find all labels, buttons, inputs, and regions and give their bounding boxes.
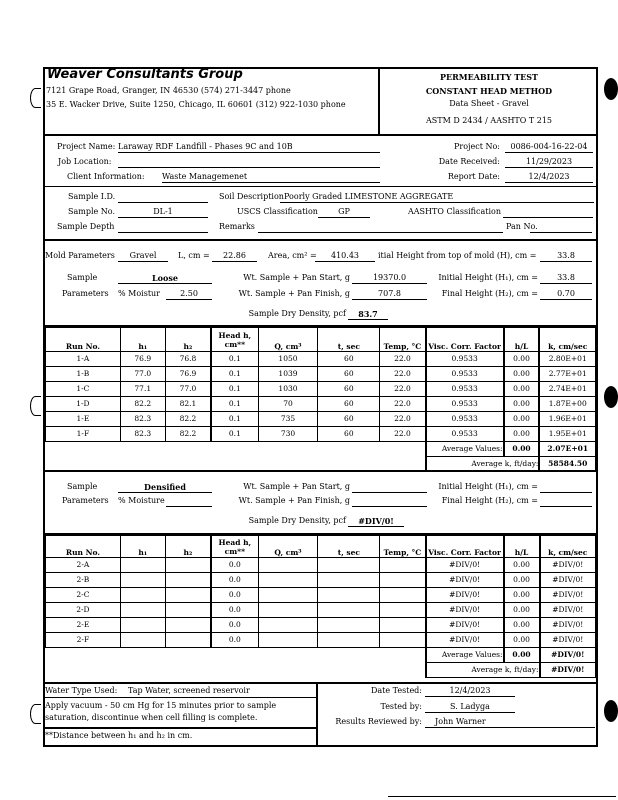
head-cell: 0.0 <box>211 588 258 603</box>
table-row <box>46 603 596 618</box>
table-row <box>46 427 596 442</box>
head-cell: 0.1 <box>211 352 258 367</box>
hl-cell: 0.00 <box>504 618 540 633</box>
wt-start-label: Wt. Sample + Pan Start, g <box>243 482 350 491</box>
run-no: 1-B <box>46 367 121 382</box>
average-k: 2.07E+01 <box>539 442 595 457</box>
t-cell[interactable] <box>318 573 380 588</box>
col-h2: h₂ <box>165 536 211 558</box>
col-q: Q, cm³ <box>258 328 318 352</box>
initial-height-field[interactable] <box>540 482 592 493</box>
h2-cell[interactable] <box>165 573 211 588</box>
hl-cell: 0.00 <box>504 427 540 442</box>
t-cell[interactable]: 60 <box>318 397 380 412</box>
method-title: CONSTANT HEAD METHOD <box>425 86 553 96</box>
date-tested-field[interactable]: 12/4/2023 <box>425 686 515 697</box>
sample-no-label: Sample No. <box>68 207 116 216</box>
dry-density-label: Sample Dry Density, pcf <box>248 516 346 525</box>
visc-cell: #DIV/0! <box>426 588 504 603</box>
h1-cell[interactable] <box>120 618 165 633</box>
k-cell: 2.80E+01 <box>539 352 595 367</box>
mold-label: Mold Parameters <box>45 251 115 260</box>
h2-cell[interactable] <box>165 588 211 603</box>
dry-density-field[interactable]: #DIV/0! <box>348 516 404 527</box>
run-no: 2-F <box>46 633 121 648</box>
h1-cell[interactable]: 82.3 <box>120 412 165 427</box>
mold-type-field[interactable]: Gravel <box>118 251 168 262</box>
q-cell[interactable]: 1050 <box>258 352 318 367</box>
run-no: 1-D <box>46 397 121 412</box>
average-values-row <box>46 442 596 457</box>
initial-height-mold-label: itial Height from top of mold (H), cm = <box>378 251 537 260</box>
col-temp: Temp, °C <box>380 328 426 352</box>
run-no: 2-D <box>46 603 121 618</box>
company-name: Weaver Consultants Group <box>47 67 243 82</box>
k-cell: #DIV/0! <box>540 603 596 618</box>
sample-label: Sample <box>67 273 98 282</box>
table-row <box>46 573 596 588</box>
run-no: 1-F <box>46 427 121 442</box>
q-cell[interactable]: 735 <box>258 412 318 427</box>
run-no: 1-C <box>46 382 121 397</box>
average-hl: 0.00 <box>504 648 540 663</box>
condition-field[interactable]: Loose <box>118 273 212 284</box>
average-k-day: 58584.50 <box>539 457 595 472</box>
average-values-label: Average Values: <box>426 442 504 457</box>
project-rule <box>43 186 598 187</box>
run-no: 1-E <box>46 412 121 427</box>
project-name-field[interactable]: Laraway RDF Landfill - Phases 9C and 10B <box>118 142 380 153</box>
q-cell[interactable] <box>258 558 318 573</box>
final-height-label: Final Height (H₂), cm = <box>441 289 538 298</box>
report-date-label: Report Date: <box>447 172 500 181</box>
client-label: Client Information: <box>67 172 145 181</box>
moisture-label: % Moistur <box>118 289 161 298</box>
k-cell: 1.95E+01 <box>539 427 595 442</box>
water-type-label: Water Type Used: <box>45 686 118 695</box>
distance-note: **Distance between h₁ and h₂ in cm. <box>45 731 193 740</box>
remarks-label: Remarks <box>219 222 255 231</box>
h2-cell[interactable]: 77.0 <box>165 382 211 397</box>
t-cell[interactable] <box>318 633 380 648</box>
average-k-day-row <box>46 663 596 678</box>
q-cell[interactable]: 70 <box>258 397 318 412</box>
hl-cell: 0.00 <box>504 603 540 618</box>
set1-bottom-rule <box>43 470 598 472</box>
page-bottom-rule <box>388 796 616 797</box>
hl-cell: 0.00 <box>504 382 540 397</box>
col-visc: Visc. Corr. Factor <box>426 328 504 352</box>
t-cell[interactable] <box>318 618 380 633</box>
punch-hole-icon <box>604 700 618 722</box>
t-cell[interactable] <box>318 558 380 573</box>
visc-cell: 0.9533 <box>426 367 504 382</box>
punch-hole-outline-icon <box>30 88 41 108</box>
t-cell[interactable]: 60 <box>318 352 380 367</box>
hl-cell: 0.00 <box>504 352 540 367</box>
col-run-no: Run No. <box>46 536 121 558</box>
dry-density-label: Sample Dry Density, pcf <box>248 309 346 318</box>
h2-cell[interactable] <box>165 603 211 618</box>
q-cell[interactable] <box>258 573 318 588</box>
col-head: Head h, cm** <box>211 536 258 558</box>
visc-cell: 0.9533 <box>426 382 504 397</box>
temp-cell[interactable] <box>380 573 426 588</box>
col-run-no: Run No. <box>46 328 121 352</box>
table-row <box>46 382 596 397</box>
col-h1: h₁ <box>120 328 165 352</box>
q-cell[interactable]: 730 <box>258 427 318 442</box>
sample-no-field[interactable]: DL-1 <box>118 207 208 218</box>
client-field[interactable]: Waste Managemenet <box>162 172 380 183</box>
head-cell: 0.0 <box>211 603 258 618</box>
temp-cell[interactable]: 22.0 <box>380 367 426 382</box>
average-k-day-label: Average k, ft/day: <box>426 663 540 678</box>
h1-cell[interactable] <box>120 603 165 618</box>
q-cell[interactable] <box>258 633 318 648</box>
dry-density-field[interactable]: 83.7 <box>348 309 388 320</box>
h1-cell[interactable]: 76.9 <box>120 352 165 367</box>
average-values-label: Average Values: <box>426 648 504 663</box>
col-q: Q, cm³ <box>258 536 318 558</box>
soil-description-field[interactable]: Poorly Graded LIMESTONE AGGREGATE <box>280 192 594 203</box>
sample-id-label: Sample I.D. <box>68 192 116 201</box>
hl-cell: 0.00 <box>504 588 540 603</box>
hl-cell: 0.00 <box>504 633 540 648</box>
set2-results-table <box>45 535 596 678</box>
punch-hole-icon <box>604 386 618 408</box>
t-cell[interactable] <box>318 603 380 618</box>
temp-cell[interactable] <box>380 588 426 603</box>
k-cell: #DIV/0! <box>540 558 596 573</box>
visc-cell: 0.9533 <box>426 412 504 427</box>
head-cell: 0.0 <box>211 573 258 588</box>
test-title: PERMEABILITY TEST <box>439 72 539 82</box>
address-granger: 7121 Grape Road, Granger, IN 46530 (574) 271-3447 phone <box>46 86 291 95</box>
visc-cell: #DIV/0! <box>426 603 504 618</box>
q-cell[interactable] <box>258 603 318 618</box>
col-h2: h₂ <box>165 328 211 352</box>
initial-height-label: Initial Height (H₁), cm = <box>438 482 538 491</box>
visc-cell: #DIV/0! <box>426 633 504 648</box>
note-rule <box>43 727 317 729</box>
sheet-type: Data Sheet - Gravel <box>449 99 529 108</box>
wt-finish-label: Wt. Sample + Pan Finish, g <box>238 496 350 505</box>
t-cell[interactable]: 60 <box>318 367 380 382</box>
k-cell: 2.77E+01 <box>539 367 595 382</box>
h1-cell[interactable]: 77.1 <box>120 382 165 397</box>
reviewed-extension-rule <box>515 727 595 728</box>
tested-by-label: Tested by: <box>380 702 422 711</box>
h1-cell[interactable]: 77.0 <box>120 367 165 382</box>
uscs-label: USCS Classification <box>237 207 318 216</box>
h2-cell[interactable]: 82.2 <box>165 427 211 442</box>
col-h1: h₁ <box>120 536 165 558</box>
visc-cell: 0.9533 <box>426 427 504 442</box>
moisture-field[interactable]: 2.50 <box>166 289 212 300</box>
t-cell[interactable]: 60 <box>318 412 380 427</box>
hl-cell: 0.00 <box>504 412 540 427</box>
temp-cell[interactable]: 22.0 <box>380 397 426 412</box>
reviewed-by-field[interactable]: John Warner <box>425 717 525 728</box>
q-cell[interactable]: 1030 <box>258 382 318 397</box>
project-no-label: Project No: <box>454 142 500 151</box>
table-row <box>46 633 596 648</box>
visc-cell: #DIV/0! <box>426 618 504 633</box>
h2-cell[interactable]: 76.8 <box>165 352 211 367</box>
run-no: 1-A <box>46 352 121 367</box>
pan-no-field[interactable] <box>530 222 592 233</box>
q-cell[interactable]: 1039 <box>258 367 318 382</box>
temp-cell[interactable]: 22.0 <box>380 352 426 367</box>
aashto-label: AASHTO Classification <box>408 207 501 216</box>
date-tested-label: Date Tested: <box>371 686 422 695</box>
h1-cell[interactable] <box>120 633 165 648</box>
run-no: 2-A <box>46 558 121 573</box>
temp-cell[interactable]: 22.0 <box>380 382 426 397</box>
soil-description-label: Soil Description <box>219 192 284 201</box>
blank-cell <box>46 648 426 663</box>
tested-by-field[interactable]: S. Ladyga <box>425 702 515 713</box>
wt-start-field[interactable] <box>352 482 427 493</box>
col-t: t, sec <box>318 536 380 558</box>
blank-cell <box>46 442 426 457</box>
h2-cell[interactable]: 76.9 <box>165 367 211 382</box>
temp-cell[interactable] <box>380 603 426 618</box>
moisture-field[interactable] <box>166 496 212 507</box>
h1-cell[interactable] <box>120 573 165 588</box>
run-no: 2-C <box>46 588 121 603</box>
date-received-field[interactable]: 11/29/2023 <box>505 157 593 168</box>
water-type-value: Tap Water, screened reservoir <box>128 686 250 695</box>
wt-start-label: Wt. Sample + Pan Start, g <box>243 273 350 282</box>
job-location-label: Job Location: <box>58 157 112 166</box>
table-row <box>46 558 596 573</box>
length-field[interactable]: 22.86 <box>212 251 257 262</box>
temp-cell[interactable]: 22.0 <box>380 427 426 442</box>
address-chicago: 35 E. Wacker Drive, Suite 1250, Chicago, IL 60601 (312) 922-1030 phone <box>46 100 346 109</box>
average-hl: 0.00 <box>504 442 540 457</box>
sample-id-field[interactable] <box>118 192 208 203</box>
head-cell: 0.1 <box>211 397 258 412</box>
head-cell: 0.1 <box>211 382 258 397</box>
h2-cell[interactable] <box>165 633 211 648</box>
water-rule <box>43 697 317 698</box>
set2-bottom-rule <box>43 682 598 684</box>
h2-cell[interactable] <box>165 618 211 633</box>
wt-finish-label: Wt. Sample + Pan Finish, g <box>238 289 350 298</box>
wt-finish-field[interactable] <box>352 496 427 507</box>
h1-cell[interactable]: 82.3 <box>120 427 165 442</box>
h1-cell[interactable] <box>120 588 165 603</box>
head-cell: 0.0 <box>211 618 258 633</box>
hl-cell: 0.00 <box>504 573 540 588</box>
h2-cell[interactable] <box>165 558 211 573</box>
sample-depth-label: Sample Depth <box>57 222 115 231</box>
table-row <box>46 397 596 412</box>
col-t: t, sec <box>318 328 380 352</box>
q-cell[interactable] <box>258 618 318 633</box>
average-values-row <box>46 648 596 663</box>
vacuum-note-2: saturation, discontinue when cell filling is complete. <box>45 713 258 722</box>
length-label: L, cm = <box>178 251 210 260</box>
h1-cell[interactable] <box>120 558 165 573</box>
punch-hole-outline-icon <box>30 396 41 416</box>
area-field[interactable]: 410.43 <box>315 251 375 262</box>
condition-field[interactable]: Densified <box>118 482 212 493</box>
t-cell[interactable]: 60 <box>318 427 380 442</box>
parameters-label: Parameters <box>62 496 109 505</box>
initial-height-field[interactable]: 33.8 <box>540 273 592 284</box>
k-cell: #DIV/0! <box>540 633 596 648</box>
h1-cell[interactable]: 82.2 <box>120 397 165 412</box>
temp-cell[interactable] <box>380 633 426 648</box>
project-name-label: Project Name: <box>57 142 116 151</box>
wt-finish-field[interactable]: 707.8 <box>352 289 427 300</box>
head-cell: 0.0 <box>211 633 258 648</box>
col-hl: h/L <box>504 536 540 558</box>
k-cell: 1.96E+01 <box>539 412 595 427</box>
temp-cell[interactable] <box>380 618 426 633</box>
k-cell: #DIV/0! <box>540 618 596 633</box>
sample-depth-field[interactable] <box>118 222 208 233</box>
k-cell: 1.87E+00 <box>539 397 595 412</box>
run-no: 2-E <box>46 618 121 633</box>
wt-start-field[interactable]: 19370.0 <box>352 273 427 284</box>
remarks-field[interactable] <box>258 222 503 233</box>
h2-cell[interactable]: 82.1 <box>165 397 211 412</box>
uscs-field[interactable]: GP <box>318 207 370 218</box>
header-bottom-rule <box>43 134 598 136</box>
visc-cell: #DIV/0! <box>426 573 504 588</box>
visc-cell: #DIV/0! <box>426 558 504 573</box>
table-row <box>46 412 596 427</box>
final-height-field[interactable] <box>540 496 592 507</box>
project-no-field[interactable]: 0086-004-16-22-04 <box>505 142 593 153</box>
moisture-label: % Moisture <box>118 496 165 505</box>
visc-cell: 0.9533 <box>426 397 504 412</box>
table-row <box>46 367 596 382</box>
parameters-label: Parameters <box>62 289 109 298</box>
head-cell: 0.1 <box>211 367 258 382</box>
average-k-day-label: Average k, ft/day: <box>426 457 540 472</box>
pan-no-label: Pan No. <box>506 222 538 231</box>
sample-info-rule <box>43 239 598 241</box>
k-cell: #DIV/0! <box>540 588 596 603</box>
q-cell[interactable] <box>258 588 318 603</box>
initial-height-mold-field[interactable]: 33.8 <box>540 251 592 262</box>
temp-cell[interactable]: 22.0 <box>380 412 426 427</box>
reviewed-by-label: Results Reviewed by: <box>335 717 422 726</box>
table-row <box>46 618 596 633</box>
punch-hole-outline-icon <box>30 704 41 724</box>
final-height-field[interactable]: 0.70 <box>540 289 592 300</box>
visc-cell: 0.9533 <box>426 352 504 367</box>
table-row <box>46 352 596 367</box>
average-k-day: #DIV/0! <box>540 663 596 678</box>
initial-height-label: Initial Height (H₁), cm = <box>438 273 538 282</box>
col-temp: Temp, °C <box>380 536 426 558</box>
standard: ASTM D 2434 / AASHTO T 215 <box>425 116 553 125</box>
table-row <box>46 588 596 603</box>
col-hl: h/L <box>504 328 540 352</box>
run-no: 2-B <box>46 573 121 588</box>
head-cell: 0.1 <box>211 427 258 442</box>
aashto-field[interactable] <box>503 207 593 218</box>
t-cell[interactable]: 60 <box>318 382 380 397</box>
final-height-label: Final Height (H₂), cm = <box>441 496 538 505</box>
head-cell: 0.1 <box>211 412 258 427</box>
t-cell[interactable] <box>318 588 380 603</box>
date-received-label: Date Received: <box>438 157 500 166</box>
k-cell: #DIV/0! <box>540 573 596 588</box>
col-k: k, cm/sec <box>540 536 596 558</box>
punch-hole-icon <box>604 78 618 100</box>
h2-cell[interactable]: 82.2 <box>165 412 211 427</box>
hl-cell: 0.00 <box>504 367 540 382</box>
k-cell: 2.74E+01 <box>539 382 595 397</box>
table-header-row <box>46 536 596 558</box>
col-k: k, cm/sec <box>539 328 595 352</box>
col-visc: Visc. Corr. Factor <box>426 536 504 558</box>
hl-cell: 0.00 <box>504 558 540 573</box>
average-k: #DIV/0! <box>540 648 596 663</box>
temp-cell[interactable] <box>380 558 426 573</box>
col-head: Head h, cm** <box>211 328 258 352</box>
area-label: Area, cm² = <box>268 251 317 260</box>
footer-divider <box>316 683 318 747</box>
sample-label: Sample <box>67 482 98 491</box>
hl-cell: 0.00 <box>504 397 540 412</box>
job-location-field[interactable] <box>118 157 380 168</box>
report-date-field[interactable]: 12/4/2023 <box>505 172 593 183</box>
vacuum-note-1: Apply vacuum - 50 cm Hg for 15 minutes prior to sample <box>45 701 277 710</box>
table-header-row <box>46 328 596 352</box>
set1-results-table <box>45 327 596 472</box>
blank-cell <box>46 663 426 678</box>
head-cell: 0.0 <box>211 558 258 573</box>
